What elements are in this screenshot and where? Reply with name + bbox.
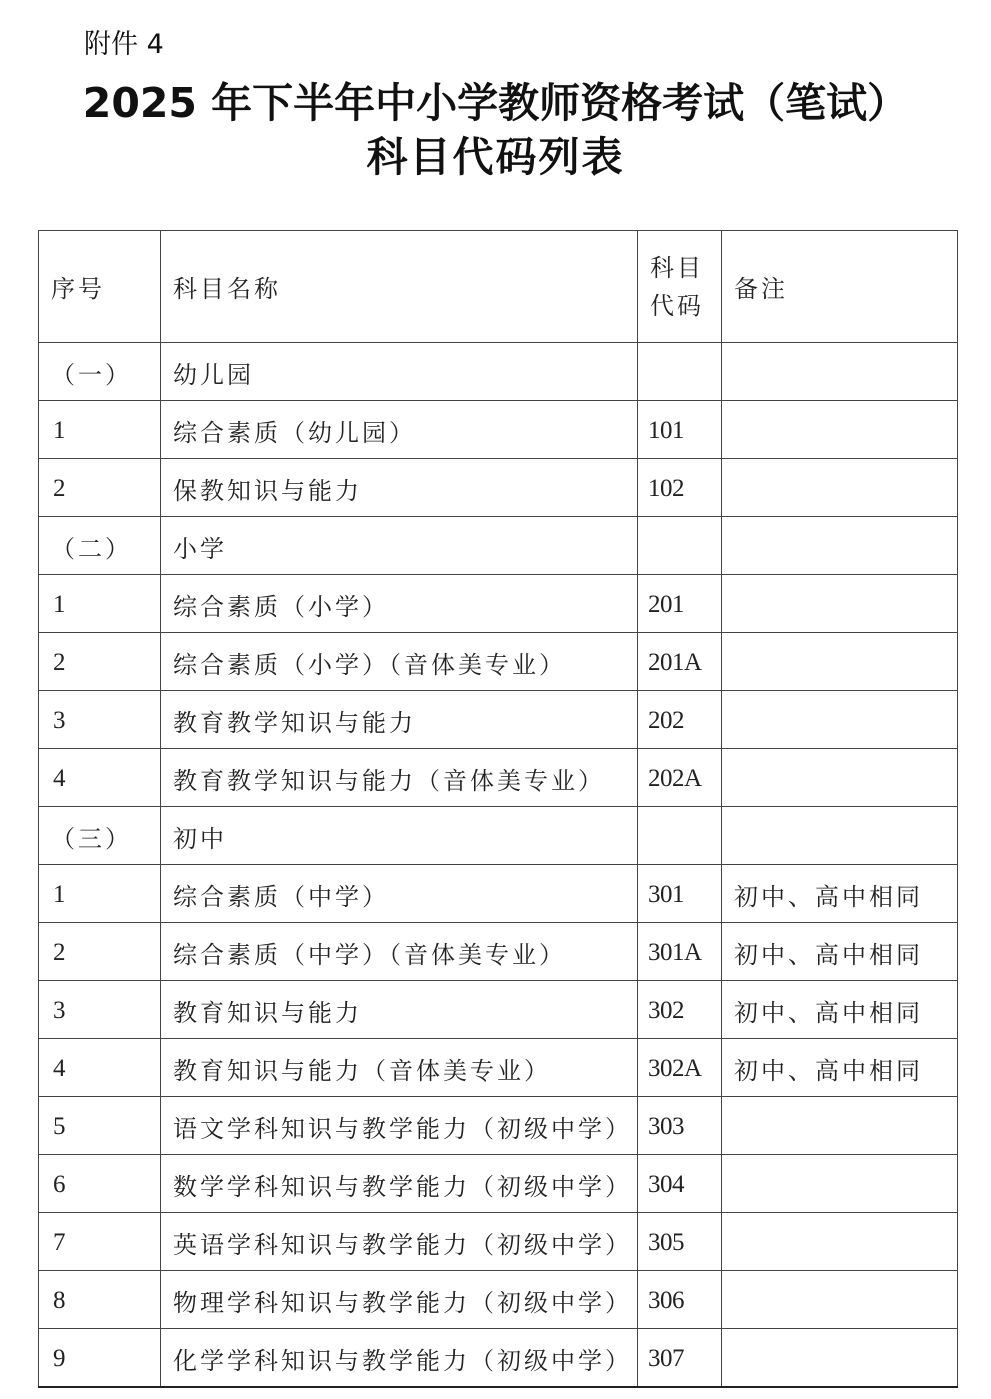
row-remark: 初中、高中相同 — [722, 923, 958, 981]
section-row-kindergarten — [39, 343, 958, 401]
table-row — [39, 575, 958, 633]
row-remark — [722, 1155, 958, 1213]
row-remark — [722, 459, 958, 517]
row-subject-code: 301A — [638, 923, 722, 981]
row-subject-name: 综合素质（中学）（音体美专业） — [161, 923, 638, 981]
row-remark — [722, 575, 958, 633]
row-remark — [722, 1271, 958, 1329]
row-index: 8 — [39, 1271, 161, 1329]
row-subject-name: 小学 — [161, 517, 638, 575]
section-row-junior-high — [39, 807, 958, 865]
header-index: 序号 — [39, 231, 161, 343]
row-subject-name: 初中 — [161, 807, 638, 865]
table-row — [39, 459, 958, 517]
table-row — [39, 1097, 958, 1155]
row-remark — [722, 343, 958, 401]
row-remark — [722, 1329, 958, 1388]
row-subject-code: 201 — [638, 575, 722, 633]
table-row — [39, 981, 958, 1039]
row-remark — [722, 807, 958, 865]
row-index: 1 — [39, 865, 161, 923]
row-subject-name: 教育知识与能力 — [161, 981, 638, 1039]
row-index: 4 — [39, 749, 161, 807]
row-remark: 初中、高中相同 — [722, 1039, 958, 1097]
table-row — [39, 923, 958, 981]
row-subject-code — [638, 517, 722, 575]
row-subject-name: 幼儿园 — [161, 343, 638, 401]
row-index: 1 — [39, 575, 161, 633]
row-subject-code: 202 — [638, 691, 722, 749]
table-row — [39, 1213, 958, 1271]
row-index: 6 — [39, 1155, 161, 1213]
row-index: 2 — [39, 923, 161, 981]
table-row — [39, 691, 958, 749]
row-subject-code: 302A — [638, 1039, 722, 1097]
row-subject-code: 101 — [638, 401, 722, 459]
row-subject-name: 综合素质（小学） — [161, 575, 638, 633]
row-subject-code: 307 — [638, 1329, 722, 1388]
row-remark: 初中、高中相同 — [722, 981, 958, 1039]
row-subject-name: 化学学科知识与教学能力（初级中学） — [161, 1329, 638, 1388]
row-index: 2 — [39, 459, 161, 517]
row-index: （三） — [39, 807, 161, 865]
row-subject-name: 教育教学知识与能力 — [161, 691, 638, 749]
row-index: 2 — [39, 633, 161, 691]
row-subject-name: 综合素质（中学） — [161, 865, 638, 923]
table-row — [39, 1329, 958, 1388]
section-row-primary — [39, 517, 958, 575]
row-subject-code: 306 — [638, 1271, 722, 1329]
attachment-label: 附件 4 — [84, 29, 164, 60]
row-subject-code: 304 — [638, 1155, 722, 1213]
table-row — [39, 1271, 958, 1329]
row-index: （二） — [39, 517, 161, 575]
document-title-line1: 2025 年下半年中小学教师资格考试（笔试） — [82, 79, 909, 127]
row-subject-name: 数学学科知识与教学能力（初级中学） — [161, 1155, 638, 1213]
row-subject-code: 201A — [638, 633, 722, 691]
row-index: 1 — [39, 401, 161, 459]
row-subject-name: 英语学科知识与教学能力（初级中学） — [161, 1213, 638, 1271]
header-remark: 备注 — [722, 231, 958, 343]
document-title-line2: 科目代码列表 — [366, 133, 625, 181]
table-row — [39, 1155, 958, 1213]
header-code-line1: 科目 — [650, 253, 704, 282]
row-subject-name: 保教知识与能力 — [161, 459, 638, 517]
row-subject-name: 教育教学知识与能力（音体美专业） — [161, 749, 638, 807]
header-subject-name: 科目名称 — [161, 231, 638, 343]
row-remark — [722, 749, 958, 807]
row-index: 4 — [39, 1039, 161, 1097]
row-subject-code: 305 — [638, 1213, 722, 1271]
row-subject-code: 202A — [638, 749, 722, 807]
subject-code-table — [38, 230, 958, 1388]
row-subject-name: 物理学科知识与教学能力（初级中学） — [161, 1271, 638, 1329]
row-remark — [722, 517, 958, 575]
row-index: （一） — [39, 343, 161, 401]
row-subject-code — [638, 343, 722, 401]
row-index: 3 — [39, 691, 161, 749]
row-subject-name: 综合素质（幼儿园） — [161, 401, 638, 459]
header-code-line2: 代码 — [650, 291, 704, 320]
row-index: 5 — [39, 1097, 161, 1155]
row-index: 3 — [39, 981, 161, 1039]
table-row — [39, 1039, 958, 1097]
row-subject-code: 302 — [638, 981, 722, 1039]
row-remark — [722, 1213, 958, 1271]
table-row — [39, 749, 958, 807]
row-remark — [722, 401, 958, 459]
row-subject-name: 教育知识与能力（音体美专业） — [161, 1039, 638, 1097]
row-remark — [722, 691, 958, 749]
table-row — [39, 633, 958, 691]
row-remark: 初中、高中相同 — [722, 865, 958, 923]
row-subject-code: 303 — [638, 1097, 722, 1155]
row-index: 9 — [39, 1329, 161, 1388]
table-row — [39, 401, 958, 459]
table-row — [39, 865, 958, 923]
header-subject-code — [638, 231, 722, 343]
row-remark — [722, 1097, 958, 1155]
row-subject-code — [638, 807, 722, 865]
row-subject-name: 语文学科知识与教学能力（初级中学） — [161, 1097, 638, 1155]
row-subject-code: 102 — [638, 459, 722, 517]
table-header-row — [39, 231, 958, 343]
row-index: 7 — [39, 1213, 161, 1271]
row-subject-name: 综合素质（小学）（音体美专业） — [161, 633, 638, 691]
row-remark — [722, 633, 958, 691]
row-subject-code: 301 — [638, 865, 722, 923]
